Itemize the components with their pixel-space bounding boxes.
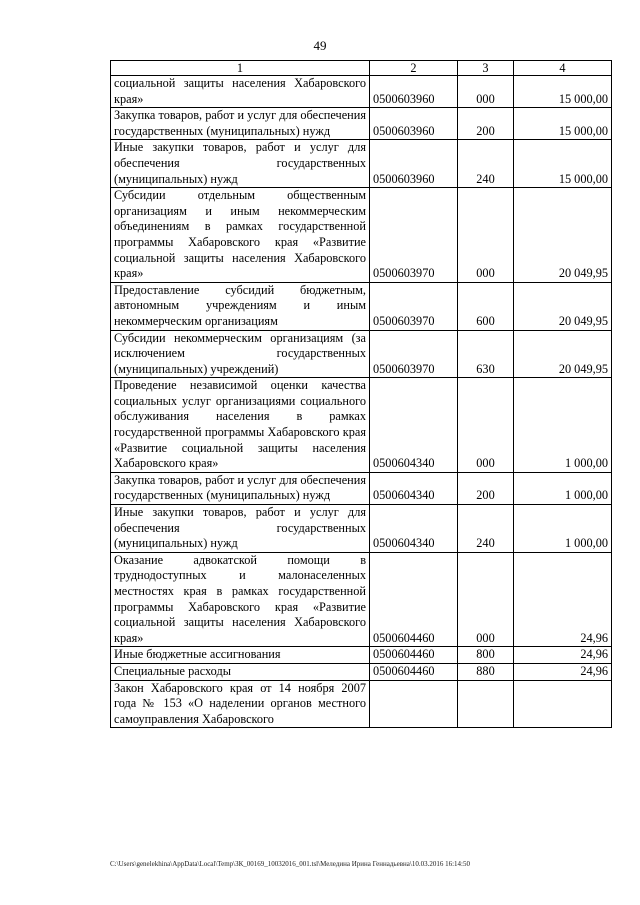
row-amount: 1 000,00 [514, 378, 612, 473]
row-amount [514, 680, 612, 728]
table-row [111, 647, 612, 664]
table-row [111, 472, 612, 504]
row-description: Закупка товаров, работ и услуг для обеспечения государственных (муниципальных) нужд [111, 108, 370, 140]
table-row [111, 680, 612, 728]
row-code [370, 680, 458, 728]
row-description: Иные закупки товаров, работ и услуг для обеспечения государственных (муниципальных) нужд [111, 140, 370, 188]
row-amount: 24,96 [514, 552, 612, 647]
row-code: 0500604460 [370, 663, 458, 680]
row-description: Проведение независимой оценки качества социальных услуг организациями социального обслуживания населения в рамках государственной программы Хабаровского края «Развитие социальной защиты населения Хабаровского края» [111, 378, 370, 473]
row-description: Специальные расходы [111, 663, 370, 680]
column-header: 1 [111, 61, 370, 76]
table-row [111, 76, 612, 108]
column-header: 4 [514, 61, 612, 76]
row-expense-type: 200 [458, 472, 514, 504]
table-row [111, 505, 612, 553]
row-amount: 24,96 [514, 663, 612, 680]
row-amount: 20 049,95 [514, 330, 612, 378]
column-header: 3 [458, 61, 514, 76]
row-expense-type: 000 [458, 76, 514, 108]
table-row [111, 330, 612, 378]
column-header: 2 [370, 61, 458, 76]
row-code: 0500603960 [370, 76, 458, 108]
row-description: Закупка товаров, работ и услуг для обеспечения государственных (муниципальных) нужд [111, 472, 370, 504]
row-description: Субсидии некоммерческим организациям (за исключением государственных (муниципальных) учреждений) [111, 330, 370, 378]
table-header-row [111, 61, 612, 76]
row-amount: 20 049,95 [514, 282, 612, 330]
row-code: 0500604460 [370, 647, 458, 664]
row-expense-type: 600 [458, 282, 514, 330]
row-description: Оказание адвокатской помощи в труднодоступных и малонаселенных местностях края в рамках государственной программы Хабаровского края «Развитие социальной защиты населения Хабаровского края» [111, 552, 370, 647]
row-code: 0500603970 [370, 330, 458, 378]
table-row [111, 663, 612, 680]
row-amount: 15 000,00 [514, 76, 612, 108]
row-code: 0500604460 [370, 552, 458, 647]
row-description: Закон Хабаровского края от 14 ноября 2007 года № 153 «О наделении органов местного самоуправления Хабаровского [111, 680, 370, 728]
row-code: 0500603970 [370, 282, 458, 330]
table-row [111, 140, 612, 188]
row-description: Иные бюджетные ассигнования [111, 647, 370, 664]
row-expense-type [458, 680, 514, 728]
row-description: Субсидии отдельным общественным организациям и иным некоммерческим объединениям в рамках государственной программы Хабаровского края «Развитие социальной защиты населения Хабаровского края» [111, 188, 370, 283]
page-number: 49 [313, 38, 327, 53]
table-row [111, 108, 612, 140]
row-code: 0500603960 [370, 108, 458, 140]
table-row [111, 552, 612, 647]
table-row [111, 188, 612, 283]
row-code: 0500604340 [370, 505, 458, 553]
budget-table [110, 60, 612, 728]
row-expense-type: 000 [458, 552, 514, 647]
row-expense-type: 000 [458, 188, 514, 283]
row-code: 0500604340 [370, 378, 458, 473]
row-code: 0500603960 [370, 140, 458, 188]
row-expense-type: 630 [458, 330, 514, 378]
row-amount: 24,96 [514, 647, 612, 664]
row-code: 0500604340 [370, 472, 458, 504]
row-description: Иные закупки товаров, работ и услуг для обеспечения государственных (муниципальных) нужд [111, 505, 370, 553]
row-expense-type: 240 [458, 505, 514, 553]
row-amount: 1 000,00 [514, 472, 612, 504]
row-expense-type: 200 [458, 108, 514, 140]
row-description: Предоставление субсидий бюджетным, автономным учреждениям и иным некоммерческим организациям [111, 282, 370, 330]
row-amount: 15 000,00 [514, 108, 612, 140]
document-footer-path: C:\Users\genelekhina\AppData\Local\Temp\ЗК_00169_10032016_001.tsl\Меледина Ирина Геннадьевна\10.03.2016 16:14:50 [110, 860, 470, 868]
row-expense-type: 240 [458, 140, 514, 188]
row-expense-type: 000 [458, 378, 514, 473]
row-amount: 15 000,00 [514, 140, 612, 188]
row-description: социальной защиты населения Хабаровского края» [111, 76, 370, 108]
row-expense-type: 800 [458, 647, 514, 664]
row-amount: 20 049,95 [514, 188, 612, 283]
table-row [111, 378, 612, 473]
row-code: 0500603970 [370, 188, 458, 283]
row-amount: 1 000,00 [514, 505, 612, 553]
table-row [111, 282, 612, 330]
row-expense-type: 880 [458, 663, 514, 680]
